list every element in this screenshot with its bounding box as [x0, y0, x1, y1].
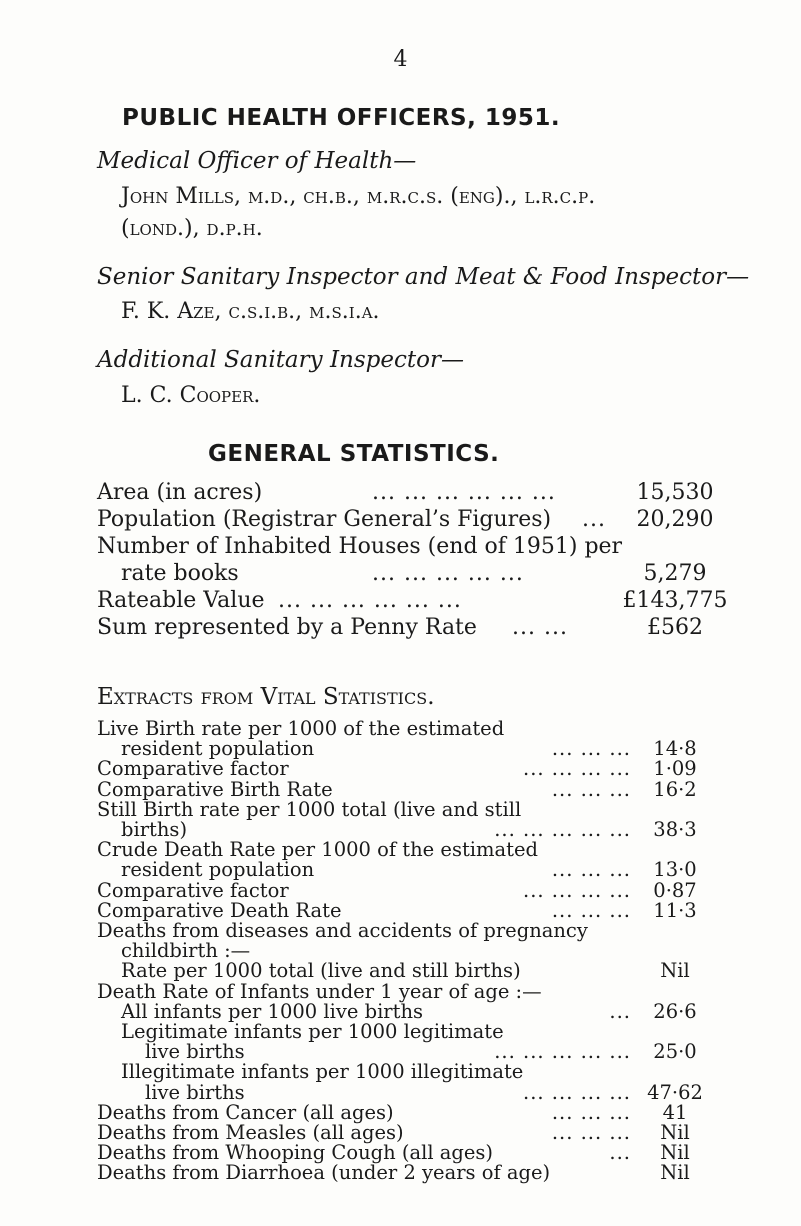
vital-label: Legitimate infants per 1000 legitimate	[121, 1020, 504, 1043]
vital-value: 38·3	[653, 818, 697, 841]
vital-label: Comparative factor	[97, 757, 289, 781]
vital-label: Deaths from Diarrhoea (under 2 years of age)	[97, 1161, 551, 1185]
leader-dots: ... ...	[512, 615, 568, 640]
vital-value: 16·2	[653, 777, 697, 801]
stat-label: rate books	[121, 561, 239, 586]
vital-label: Deaths from diseases and accidents of pregnancy	[97, 919, 588, 942]
name-senior-sanitary-inspector: F. K. Aze, c.s.i.b., m.s.i.a.	[121, 299, 380, 324]
stat-label: Rateable Value	[97, 588, 265, 613]
leader-dots: ... ... ...	[551, 898, 631, 922]
stat-label: Sum represented by a Penny Rate	[97, 615, 477, 640]
leader-dots: ...	[582, 507, 606, 532]
stat-value: 20,290	[636, 507, 714, 532]
qualifications-medical-officer: (lond.), d.p.h.	[121, 216, 263, 241]
role-medical-officer: Medical Officer of Health—	[97, 148, 417, 174]
vital-value: 26·6	[653, 999, 697, 1023]
vital-label: Comparative Birth Rate	[97, 777, 333, 801]
stat-value: £143,775	[622, 588, 728, 613]
vital-value: 13·0	[653, 858, 697, 882]
vital-label: births)	[121, 818, 188, 841]
leader-dots: ... ... ... ... ...	[494, 1040, 631, 1064]
vital-label: Comparative factor	[97, 878, 289, 902]
vital-label: Deaths from Cancer (all ages)	[97, 1100, 394, 1124]
vital-label: resident population	[121, 858, 315, 882]
vital-value: 25·0	[653, 1040, 697, 1064]
leader-dots: ... ... ... ... ... ...	[278, 588, 462, 613]
leader-dots: ...	[609, 999, 631, 1023]
leader-dots: ... ... ... ... ...	[372, 561, 524, 586]
vital-value: Nil	[660, 1161, 690, 1185]
stat-label: Population (Registrar General’s Figures)	[97, 507, 552, 532]
officers-heading: PUBLIC HEALTH OFFICERS, 1951.	[122, 105, 561, 131]
vital-label: Death Rate of Infants under 1 year of age :—	[97, 979, 542, 1003]
leader-dots: ... ... ...	[551, 1100, 631, 1124]
vital-value: 0·87	[653, 878, 697, 902]
vital-label: live births	[145, 1040, 245, 1064]
leader-dots: ... ... ... ...	[523, 757, 631, 781]
role-senior-sanitary-inspector: Senior Sanitary Inspector and Meat & Food Inspector—	[97, 264, 750, 290]
stat-value: £562	[647, 615, 703, 640]
vital-label: Deaths from Measles (all ages)	[97, 1121, 404, 1144]
leader-dots: ... ... ... ... ... ...	[372, 480, 556, 505]
leader-dots: ... ... ...	[551, 1121, 631, 1144]
role-additional-sanitary-inspector: Additional Sanitary Inspector—	[97, 347, 464, 373]
vital-label: Rate per 1000 total (live and still births)	[121, 959, 521, 983]
name-additional-sanitary-inspector: L. C. Cooper.	[121, 383, 261, 408]
page-number: 4	[393, 47, 408, 72]
vital-value: 11·3	[653, 898, 697, 922]
vital-label: resident population	[121, 737, 315, 761]
vital-value: Nil	[660, 1121, 690, 1144]
vital-statistics-heading: Extracts from Vital Statistics.	[97, 684, 435, 710]
vital-value: Nil	[660, 1141, 690, 1165]
vital-value: 14·8	[653, 737, 697, 761]
leader-dots: ... ... ... ...	[523, 878, 631, 902]
leader-dots: ... ... ... ...	[523, 1080, 631, 1104]
vital-label: Still Birth rate per 1000 total (live and still	[97, 797, 522, 821]
leader-dots: ... ... ...	[551, 737, 631, 761]
vital-value: Nil	[660, 959, 690, 983]
vital-label: Deaths from Whooping Cough (all ages)	[97, 1141, 494, 1165]
leader-dots: ...	[609, 1141, 631, 1165]
vital-label: Illegitimate infants per 1000 illegitimate	[121, 1060, 524, 1084]
vital-label: Crude Death Rate per 1000 of the estimated	[97, 838, 538, 862]
vital-label: Comparative Death Rate	[97, 898, 342, 922]
general-statistics-heading: GENERAL STATISTICS.	[208, 441, 500, 467]
vital-label: live births	[145, 1080, 245, 1104]
stat-label: Number of Inhabited Houses (end of 1951) per	[97, 534, 623, 559]
leader-dots: ... ... ... ... ...	[494, 818, 631, 841]
stat-value: 15,530	[636, 480, 714, 505]
vital-label: All infants per 1000 live births	[121, 999, 424, 1023]
vital-value: 41	[662, 1100, 688, 1124]
name-medical-officer: John Mills, m.d., ch.b., m.r.c.s. (eng)., l.r.c.p.	[121, 184, 596, 209]
stat-value: 5,279	[643, 561, 707, 586]
vital-value: 1·09	[653, 757, 697, 781]
vital-label: Live Birth rate per 1000 of the estimated	[97, 717, 505, 740]
leader-dots: ... ... ...	[551, 858, 631, 882]
vital-label: childbirth :—	[121, 939, 251, 963]
leader-dots: ... ... ...	[551, 777, 631, 801]
vital-value: 47·62	[647, 1080, 703, 1104]
stat-label: Area (in acres)	[97, 480, 263, 505]
